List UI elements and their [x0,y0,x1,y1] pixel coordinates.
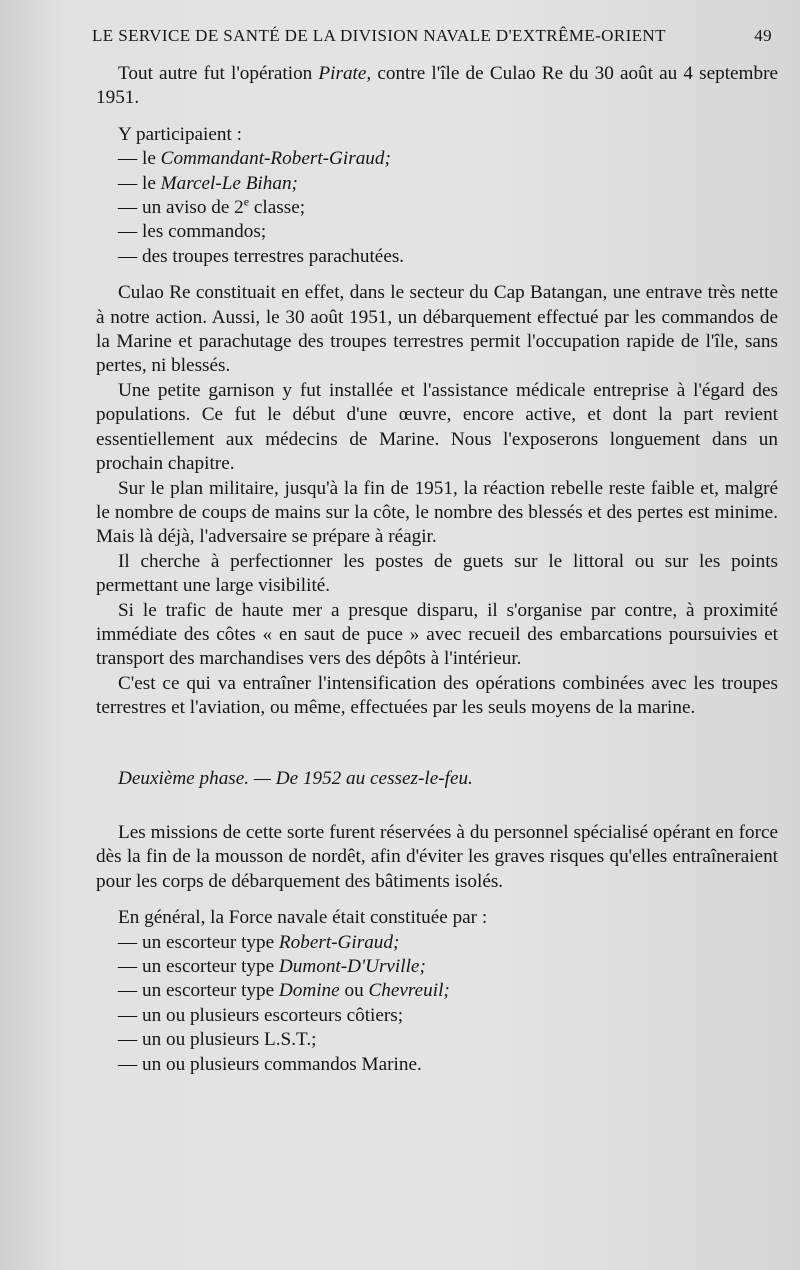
text-run: — un escorteur type [118,931,279,953]
header-title: LE SERVICE DE SANTÉ DE LA DIVISION NAVALE D'EXTRÊME-ORIENT [92,26,666,45]
paragraph-pirate-operation [96,62,778,111]
section-heading-text: Deuxième phase. — De 1952 au cessez-le-feu. [118,767,473,789]
operation-name: Pirate, [318,63,372,84]
list-item [96,931,778,955]
list-item: — un ou plusieurs escorteurs côtiers; [118,1004,404,1026]
ship-type: Robert-Giraud; [278,931,400,953]
list-item [96,955,778,979]
list-item [96,979,778,1003]
ship-name: Marcel-Le Bihan; [160,172,298,194]
ship-name: Commandant-Robert-Giraud; [160,148,391,170]
paragraph: Si le trafic de haute mer a presque disparu, il s'organise par contre, à proximité immédiate des côtes « en saut de puce » avec recueil des embarcations poursuivies et transport des marchandises vers des dépôts à l'intérieur. [96,599,778,670]
section-heading [96,767,778,791]
text-run: contre l'île de Culao Re du 30 août au 4 septembre 1951. [96,63,778,109]
page-body [96,62,778,1077]
text-run: Tout autre fut l'opération [118,63,319,84]
ship-type: Chevreuil; [368,980,450,1002]
list-item: — un ou plusieurs L.S.T.; [118,1029,317,1051]
naval-force-list [96,931,778,1077]
list-item [96,172,778,196]
text-run: — un aviso de 2 [118,197,244,219]
text-run: — le [118,148,161,170]
force-intro: En général, la Force navale était constituée par : [118,907,488,929]
list-item [96,196,778,220]
superscript: e [243,194,250,209]
text-run: — le [118,172,161,194]
paragraph: Les missions de cette sorte furent réservées à du personnel spécialisé opérant en force dès la fin de la mousson de nordêt, afin d'éviter les graves risques qu'elles entraîneraient pour les corps de débarquement des bâtiments isolés. [96,821,778,892]
participants-intro: Y participaient : [118,123,242,145]
page-number: 49 [754,26,772,45]
text-run: classe; [249,197,306,219]
running-header [92,26,772,46]
list-item: — des troupes terrestres parachutées. [118,245,405,267]
paragraph: Une petite garnison y fut installée et l'assistance médicale entreprise à l'égard des populations. Ce fut le début d'une œuvre, encore active, et dont la part revient essentiellement aux médecins de Marine. Nous l'exposerons longuement dans un prochain chapitre. [96,379,778,475]
list-item: — les commandos; [118,221,267,243]
list-item: — un ou plusieurs commandos Marine. [118,1053,422,1075]
text-run: — un escorteur type [118,956,279,977]
paragraph: Sur le plan militaire, jusqu'à la fin de 1951, la réaction rebelle reste faible et, malgré le nombre de coups de mains sur la côte, le nombre des blessés et des pertes est minime. Mais là déjà, l'adversaire se prépare à réagir. [96,477,778,548]
list-item [96,147,778,171]
paragraph: C'est ce qui va entraîner l'intensification des opérations combinées avec les troupes terrestres et l'aviation, ou même, effectuées par les seuls moyens de la marine. [96,672,778,719]
participants-list [96,147,778,269]
text-run: ou [339,980,369,1002]
ship-type: Domine [278,980,340,1002]
text-run: — un escorteur type [118,980,279,1002]
ship-type: Dumont-D'Urville; [278,956,426,977]
paragraph: Culao Re constituait en effet, dans le secteur du Cap Batangan, une entrave très nette à notre action. Aussi, le 30 août 1951, un débarquement effectué par les commandos de la Marine et parachutage des troupes terrestres permit l'occupation rapide de l'île, sans pertes, ni blessés. [96,282,778,377]
paragraph: Il cherche à perfectionner les postes de guets sur le littoral ou sur les points permettant une large visibilité. [96,550,778,597]
